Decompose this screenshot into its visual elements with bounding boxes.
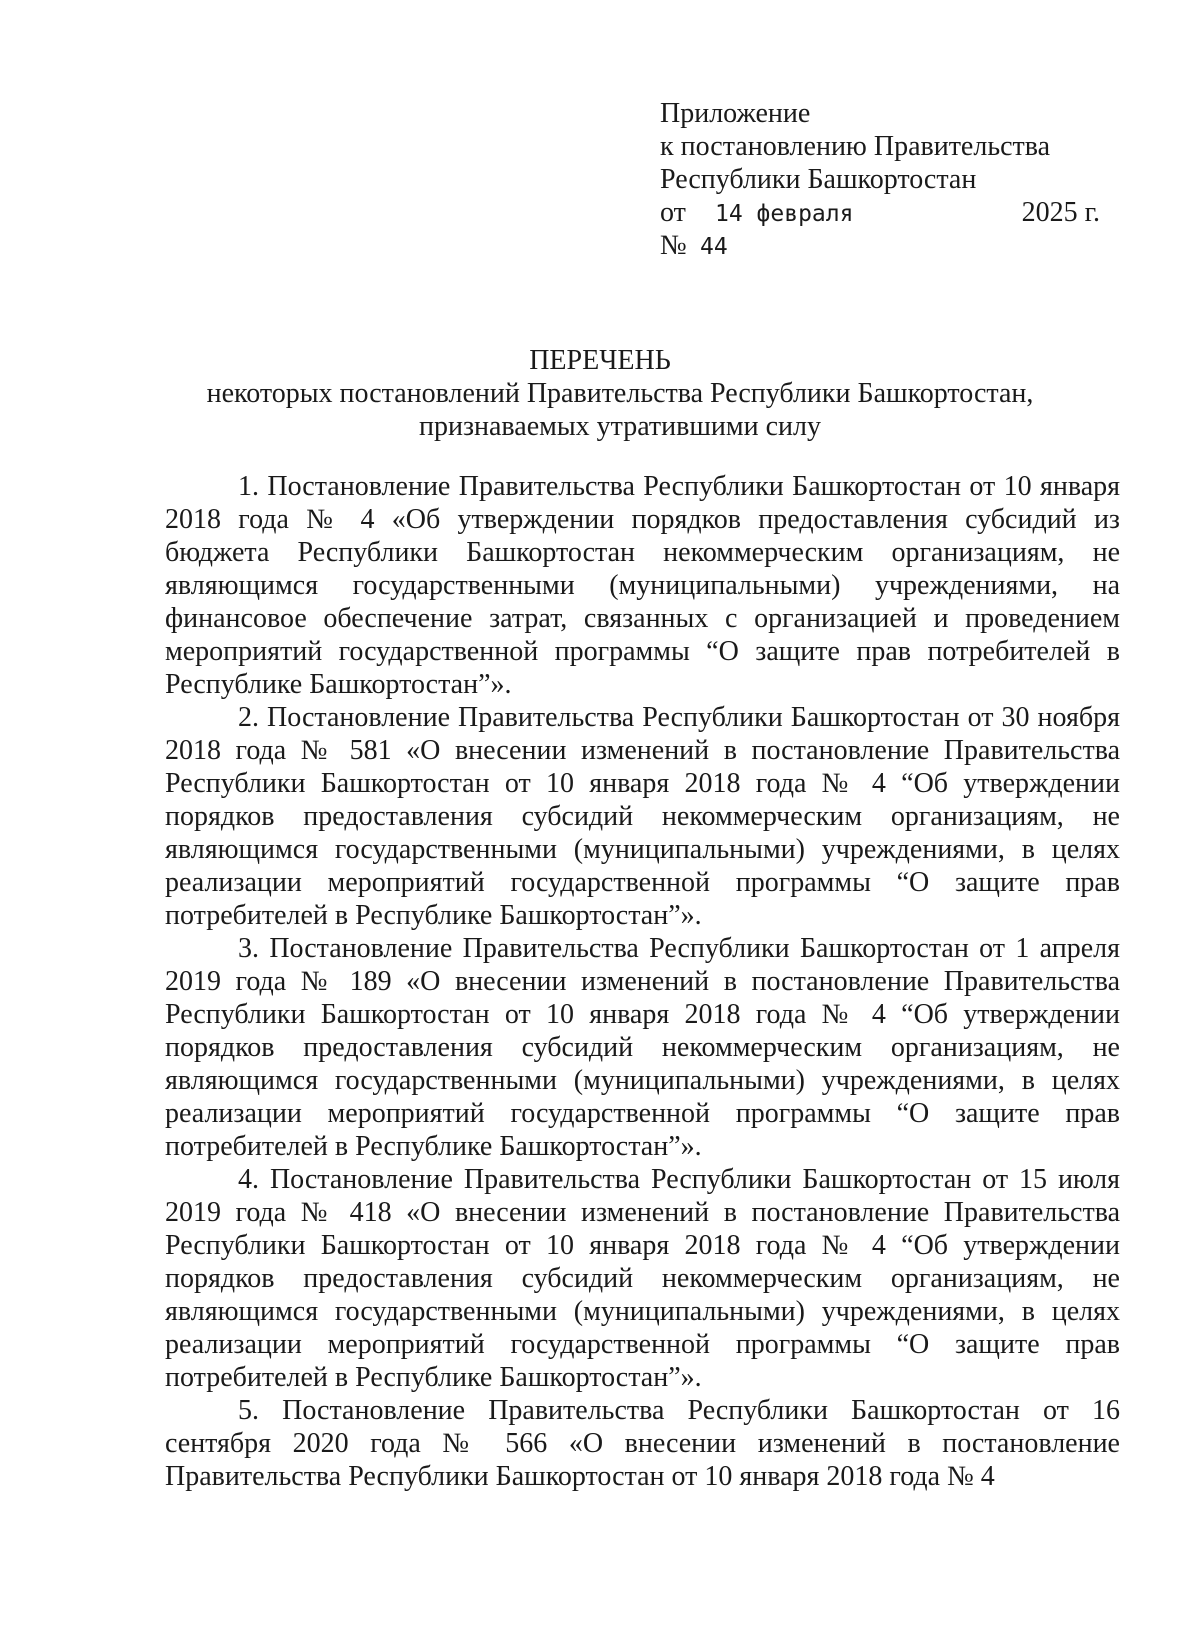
appendix-date-line: [660, 196, 1100, 229]
appendix-block: [660, 97, 1100, 262]
appendix-label: Приложение: [660, 98, 811, 129]
appendix-num-sign: №: [660, 230, 687, 261]
document-body: [165, 470, 1120, 1493]
appendix-date-fill: 14 февраля: [715, 201, 854, 227]
list-item: 4. Постановление Правительства Республики Башкортостан от 15 июля 2019 года № 418 «О внесении изменений в постановление Правительства Республики Башкортостан от 10 января 2018 года № 4 “Об утверждении порядков предоставления субсидий некоммерческим организациям, не являющимся государственными (муниципальными) учреждениями, в целях реализации мероприятий государственной программы “О защите прав потребителей в Республике Башкортостан”».: [165, 1164, 1120, 1393]
document-title: ПЕРЕЧЕНЬ: [529, 345, 671, 376]
list-item: 2. Постановление Правительства Республики Башкортостан от 30 ноября 2018 года № 581 «О внесении изменений в постановление Правительства Республики Башкортостан от 10 января 2018 года № 4 “Об утверждении порядков предоставления субсидий некоммерческим организациям, не являющимся государственными (муниципальными) учреждениями, в целях реализации мероприятий государственной программы “О защите прав потребителей в Республике Башкортостан”».: [165, 702, 1120, 931]
appendix-republic: Республики Башкортостан: [660, 164, 977, 195]
list-item: 3. Постановление Правительства Республики Башкортостан от 1 апреля 2019 года № 189 «О внесении изменений в постановление Правительства Республики Башкортостан от 10 января 2018 года № 4 “Об утверждении порядков предоставления субсидий некоммерческим организациям, не являющимся государственными (муниципальными) учреждениями, в целях реализации мероприятий государственной программы “О защите прав потребителей в Республике Башкортостан”».: [165, 933, 1120, 1162]
appendix-number-line: [660, 229, 1100, 262]
appendix-to: к постановлению Правительства: [660, 131, 1051, 162]
document-subtitle: некоторых постановлений Правительства Республики Башкортостан, признаваемых утратившими силу: [206, 378, 1034, 442]
list-item: 5. Постановление Правительства Республики Башкортостан от 16 сентября 2020 года № 566 «О внесении изменений в постановление Правительства Республики Башкортостан от 10 января 2018 года № 4: [165, 1395, 1120, 1492]
appendix-ot: от: [660, 197, 686, 228]
appendix-year: 2025 г.: [1021, 197, 1100, 228]
list-item: 1. Постановление Правительства Республики Башкортостан от 10 января 2018 года № 4 «Об утверждении порядков предоставления субсидий из бюджета Республики Башкортостан некоммерческим организациям, не являющимся государственными (муниципальными) учреждениями, на финансовое обеспечение затрат, связанных с организацией и проведением мероприятий государственной программы “О защите прав потребителей в Республике Башкортостан”».: [165, 471, 1120, 700]
appendix-num-fill: 44: [700, 234, 728, 260]
